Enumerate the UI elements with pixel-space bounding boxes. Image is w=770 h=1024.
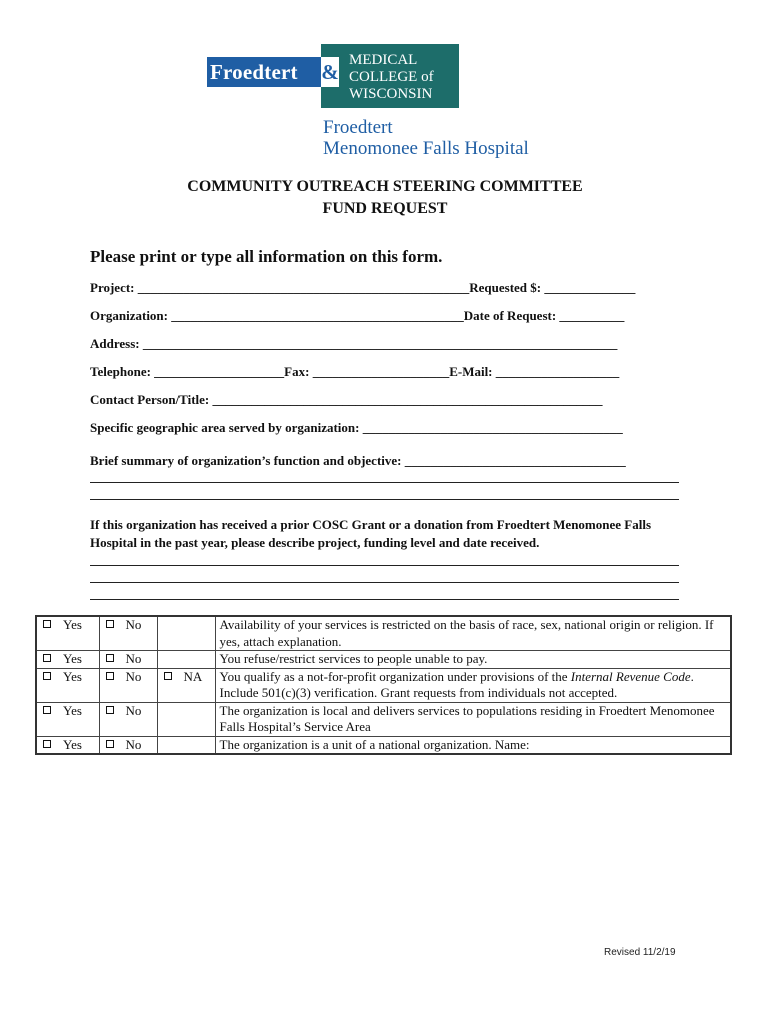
no-checkbox[interactable] — [99, 736, 157, 754]
logo-froedtert: Froedtert — [207, 57, 321, 87]
checkbox-icon[interactable] — [164, 672, 172, 680]
form-title: COMMUNITY OUTREACH STEERING COMMITTEE — [187, 178, 583, 195]
no-label: No — [125, 651, 142, 666]
checkbox-icon[interactable] — [106, 672, 114, 680]
checkbox-icon[interactable] — [43, 654, 51, 662]
yes-label: Yes — [63, 651, 82, 666]
criterion-text: The organization is a unit of a national organization. Name: — [215, 736, 731, 754]
yes-label: Yes — [63, 736, 82, 752]
address-field[interactable]: Address: _________________________________________________________________________ — [90, 336, 618, 351]
prior-grant-line[interactable] — [90, 565, 679, 566]
checklist-row — [36, 668, 731, 702]
logo-medical-college — [321, 44, 459, 108]
criterion-text: The organization is local and delivers services to populations residing in Froedtert Menomonee Falls Hospital’s Service Area — [215, 702, 731, 736]
yes-checkbox[interactable] — [36, 702, 99, 736]
na-label: NA — [183, 668, 203, 684]
yes-checkbox[interactable] — [36, 736, 99, 754]
no-checkbox[interactable] — [99, 668, 157, 702]
no-checkbox[interactable] — [99, 616, 157, 651]
yes-checkbox[interactable] — [36, 616, 99, 651]
empty-cell — [157, 702, 215, 736]
criterion-text-italic: Internal Revenue Code — [570, 668, 691, 684]
no-checkbox[interactable] — [99, 702, 157, 736]
logo-line: MEDICAL — [349, 52, 418, 68]
prior-grant-line[interactable] — [90, 599, 679, 600]
empty-cell — [157, 616, 215, 651]
project-field[interactable]: Project: ___________________________________________________Requested $: ______________ — [90, 280, 636, 295]
yes-label: Yes — [63, 617, 82, 632]
checklist-row — [36, 702, 731, 736]
hospital-name — [323, 117, 529, 159]
telephone-field[interactable]: Telephone: ____________________Fax: _____________________E-Mail: ___________________ — [90, 364, 620, 379]
eligibility-checklist — [35, 615, 732, 755]
yes-label: Yes — [63, 668, 82, 684]
revision-date: Revised 11/2/19 — [604, 947, 676, 958]
checklist-row — [36, 736, 731, 754]
no-label: No — [125, 736, 142, 752]
checklist-row — [36, 616, 731, 651]
hospital-line: Froedtert — [323, 117, 393, 138]
criterion-text: You refuse/restrict services to people unable to pay. — [215, 651, 731, 669]
instructions: Please print or type all information on this form. — [90, 247, 443, 266]
yes-checkbox[interactable] — [36, 668, 99, 702]
no-label: No — [125, 668, 142, 684]
checkbox-icon[interactable] — [106, 706, 114, 714]
summary-line[interactable] — [90, 482, 679, 483]
organization-field[interactable]: Organization: _____________________________________________Date of Request: __________ — [90, 308, 625, 323]
contact-field[interactable]: Contact Person/Title: ____________________________________________________________ — [90, 392, 603, 407]
checkbox-icon[interactable] — [106, 740, 114, 748]
prior-grant-line[interactable] — [90, 582, 679, 583]
checkbox-icon[interactable] — [43, 620, 51, 628]
hospital-line: Menomonee Falls Hospital — [323, 138, 529, 159]
checkbox-icon[interactable] — [43, 740, 51, 748]
logo-ampersand: & — [321, 57, 339, 87]
prior-grant-question: If this organization has received a prior COSC Grant or a donation from Froedtert Menomonee Falls Hospital in the past year, please describe project, funding level and date received. — [90, 517, 651, 550]
criterion-text-part: . Include 501(c)(3) verification. Grant requests from individuals not accepted. — [219, 668, 694, 700]
no-checkbox[interactable] — [99, 651, 157, 669]
empty-cell — [157, 651, 215, 669]
checklist-row — [36, 651, 731, 669]
geographic-area-field[interactable]: Specific geographic area served by organization: ________________________________________ — [90, 420, 623, 435]
form-subtitle: FUND REQUEST — [322, 200, 448, 217]
checkbox-icon[interactable] — [43, 706, 51, 714]
logo-line: WISCONSIN — [349, 86, 433, 102]
yes-checkbox[interactable] — [36, 651, 99, 669]
no-label: No — [125, 617, 142, 632]
summary-line[interactable] — [90, 499, 679, 500]
criterion-text — [215, 668, 731, 702]
checkbox-icon[interactable] — [43, 672, 51, 680]
empty-cell — [157, 736, 215, 754]
checkbox-icon[interactable] — [106, 654, 114, 662]
checkbox-icon[interactable] — [106, 620, 114, 628]
no-label: No — [125, 702, 142, 718]
na-checkbox[interactable] — [157, 668, 215, 702]
criterion-text-part: You qualify as a not-for-profit organization under provisions of the — [219, 668, 571, 684]
summary-field[interactable]: Brief summary of organization’s function and objective: __________________________________ — [90, 453, 626, 468]
logo-line: COLLEGE of — [349, 69, 434, 85]
yes-label: Yes — [63, 702, 82, 718]
criterion-text: Availability of your services is restricted on the basis of race, sex, national origin or religion. If yes, attach explanation. — [215, 616, 731, 651]
